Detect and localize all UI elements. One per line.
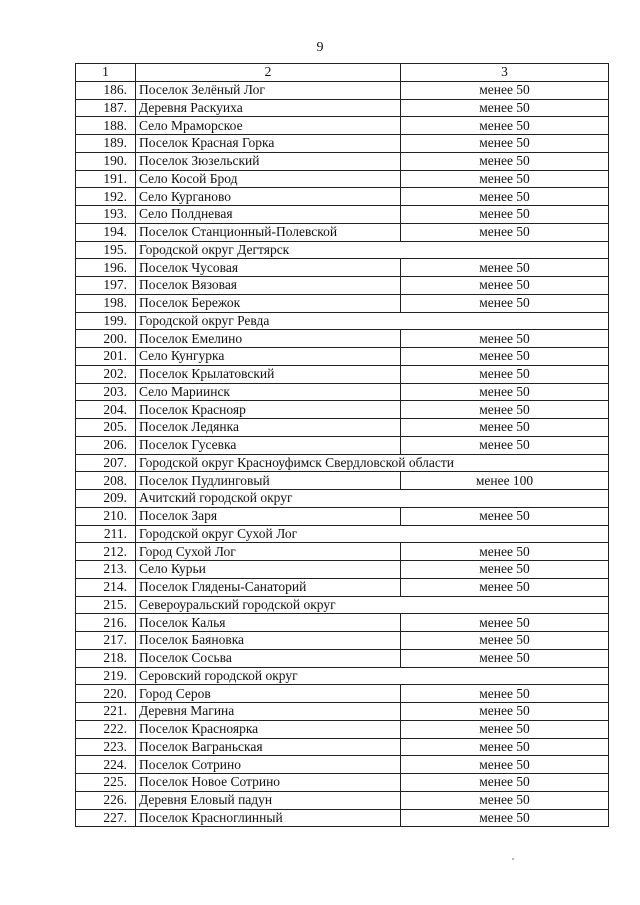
table-row-district [76,490,609,508]
settlement-name: Село Мраморское [136,117,401,135]
settlement-name: Поселок Гусевка [136,436,401,454]
settlement-name: Поселок Крылатовский [136,365,401,383]
table-row [76,170,609,188]
district-name: Североуральский городской округ [136,596,609,614]
settlement-name: Поселок Емелино [136,330,401,348]
table-row-district [76,312,609,330]
district-name: Городской округ Красноуфимск Свердловской области [136,454,609,472]
settlement-name: Село Мариинск [136,383,401,401]
settlement-name: Поселок Вязовая [136,277,401,295]
row-number: 186. [76,81,136,99]
district-name: Серовский городской округ [136,667,609,685]
row-number: 216. [76,614,136,632]
row-number: 192. [76,188,136,206]
table-row [76,188,609,206]
population-value: менее 50 [401,170,609,188]
row-number: 222. [76,720,136,738]
table-row [76,809,609,827]
row-number: 198. [76,294,136,312]
population-value: менее 50 [401,117,609,135]
population-value: менее 50 [401,543,609,561]
settlement-name: Поселок Краснояр [136,401,401,419]
district-name: Городской округ Сухой Лог [136,525,609,543]
row-number: 206. [76,436,136,454]
table-row [76,720,609,738]
row-number: 214. [76,578,136,596]
settlements-table [75,63,609,827]
row-number: 221. [76,703,136,721]
row-number: 217. [76,632,136,650]
table-row-district [76,241,609,259]
row-number: 208. [76,472,136,490]
settlement-name: Город Сухой Лог [136,543,401,561]
population-value: менее 50 [401,330,609,348]
settlement-name: Поселок Чусовая [136,259,401,277]
table-row [76,294,609,312]
row-number: 219. [76,667,136,685]
population-value: менее 50 [401,614,609,632]
row-number: 224. [76,756,136,774]
settlement-name: Город Серов [136,685,401,703]
table-row [76,543,609,561]
settlement-name: Поселок Пудлинговый [136,472,401,490]
settlement-name: Поселок Зелёный Лог [136,81,401,99]
row-number: 204. [76,401,136,419]
row-number: 194. [76,223,136,241]
table-row [76,365,609,383]
settlement-name: Поселок Красноглинный [136,809,401,827]
table-row-district [76,454,609,472]
table-row [76,738,609,756]
table-row [76,277,609,295]
population-value: менее 50 [401,685,609,703]
population-value: менее 50 [401,348,609,366]
row-number: 191. [76,170,136,188]
table-row [76,436,609,454]
settlement-name: Село Курьи [136,561,401,579]
row-number: 218. [76,649,136,667]
row-number: 199. [76,312,136,330]
settlement-name: Поселок Красная Горка [136,135,401,153]
table-row [76,419,609,437]
table-row [76,561,609,579]
row-number: 227. [76,809,136,827]
row-number: 210. [76,507,136,525]
header-col-1: 1 [76,64,136,82]
settlement-name: Поселок Калья [136,614,401,632]
settlement-name: Поселок Заря [136,507,401,525]
population-value: менее 50 [401,401,609,419]
row-number: 189. [76,135,136,153]
row-number: 201. [76,348,136,366]
settlement-name: Село Курганово [136,188,401,206]
population-value: менее 50 [401,738,609,756]
row-number: 220. [76,685,136,703]
table-header-row [76,64,609,82]
population-value: менее 50 [401,383,609,401]
table-row [76,135,609,153]
population-value: менее 50 [401,632,609,650]
table-row [76,649,609,667]
settlement-name: Поселок Сотрино [136,756,401,774]
population-value: менее 50 [401,365,609,383]
population-value: менее 50 [401,99,609,117]
table-row [76,81,609,99]
population-value: менее 50 [401,277,609,295]
population-value: менее 50 [401,135,609,153]
header-col-2: 2 [136,64,401,82]
settlement-name: Поселок Баяновка [136,632,401,650]
settlement-name: Поселок Красноярка [136,720,401,738]
population-value: менее 50 [401,152,609,170]
settlement-name: Поселок Бережок [136,294,401,312]
row-number: 196. [76,259,136,277]
row-number: 200. [76,330,136,348]
table-row [76,206,609,224]
row-number: 188. [76,117,136,135]
table-row [76,703,609,721]
table-row [76,330,609,348]
population-value: менее 50 [401,649,609,667]
table-row [76,401,609,419]
table-row [76,685,609,703]
row-number: 207. [76,454,136,472]
table-body [76,64,609,827]
row-number: 226. [76,791,136,809]
row-number: 211. [76,525,136,543]
row-number: 223. [76,738,136,756]
population-value: менее 100 [401,472,609,490]
table-row-district [76,596,609,614]
row-number: 190. [76,152,136,170]
population-value: менее 50 [401,809,609,827]
row-number: 215. [76,596,136,614]
population-value: менее 50 [401,703,609,721]
settlement-name: Деревня Еловый падун [136,791,401,809]
population-value: менее 50 [401,419,609,437]
population-value: менее 50 [401,259,609,277]
settlement-name: Поселок Зюзельский [136,152,401,170]
settlement-name: Деревня Раскуиха [136,99,401,117]
table-row-district [76,667,609,685]
table-row [76,259,609,277]
page-number: 9 [316,40,324,55]
district-name: Городской округ Дегтярск [136,241,609,259]
table-row [76,383,609,401]
table-row [76,774,609,792]
settlement-name: Поселок Сосьва [136,649,401,667]
population-value: менее 50 [401,81,609,99]
table-row [76,791,609,809]
settlement-name: Поселок Новое Сотрино [136,774,401,792]
settlement-name: Поселок Станционный-Полевской [136,223,401,241]
row-number: 209. [76,490,136,508]
table-row [76,348,609,366]
row-number: 225. [76,774,136,792]
row-number: 205. [76,419,136,437]
population-value: менее 50 [401,188,609,206]
table-row [76,223,609,241]
settlement-name: Село Полдневая [136,206,401,224]
population-value: менее 50 [401,756,609,774]
population-value: менее 50 [401,294,609,312]
population-value: менее 50 [401,774,609,792]
settlement-name: Поселок Ледянка [136,419,401,437]
header-col-3: 3 [401,64,609,82]
population-value: менее 50 [401,561,609,579]
district-name: Городской округ Ревда [136,312,609,330]
population-value: менее 50 [401,720,609,738]
population-value: менее 50 [401,507,609,525]
scan-speck [512,858,514,860]
row-number: 193. [76,206,136,224]
table-row [76,756,609,774]
row-number: 197. [76,277,136,295]
table-row [76,507,609,525]
population-value: менее 50 [401,206,609,224]
row-number: 187. [76,99,136,117]
population-value: менее 50 [401,223,609,241]
table-row-district [76,525,609,543]
population-value: менее 50 [401,791,609,809]
row-number: 213. [76,561,136,579]
population-value: менее 50 [401,578,609,596]
table-row [76,472,609,490]
settlement-name: Деревня Магина [136,703,401,721]
row-number: 195. [76,241,136,259]
table-row [76,632,609,650]
settlement-name: Село Косой Брод [136,170,401,188]
row-number: 202. [76,365,136,383]
settlement-name: Поселок Ваграньская [136,738,401,756]
row-number: 212. [76,543,136,561]
table-row [76,152,609,170]
table-row [76,578,609,596]
table-row [76,117,609,135]
table-row [76,614,609,632]
settlement-name: Поселок Глядены-Санаторий [136,578,401,596]
settlement-name: Село Кунгурка [136,348,401,366]
district-name: Ачитский городской округ [136,490,609,508]
table-row [76,99,609,117]
population-value: менее 50 [401,436,609,454]
row-number: 203. [76,383,136,401]
